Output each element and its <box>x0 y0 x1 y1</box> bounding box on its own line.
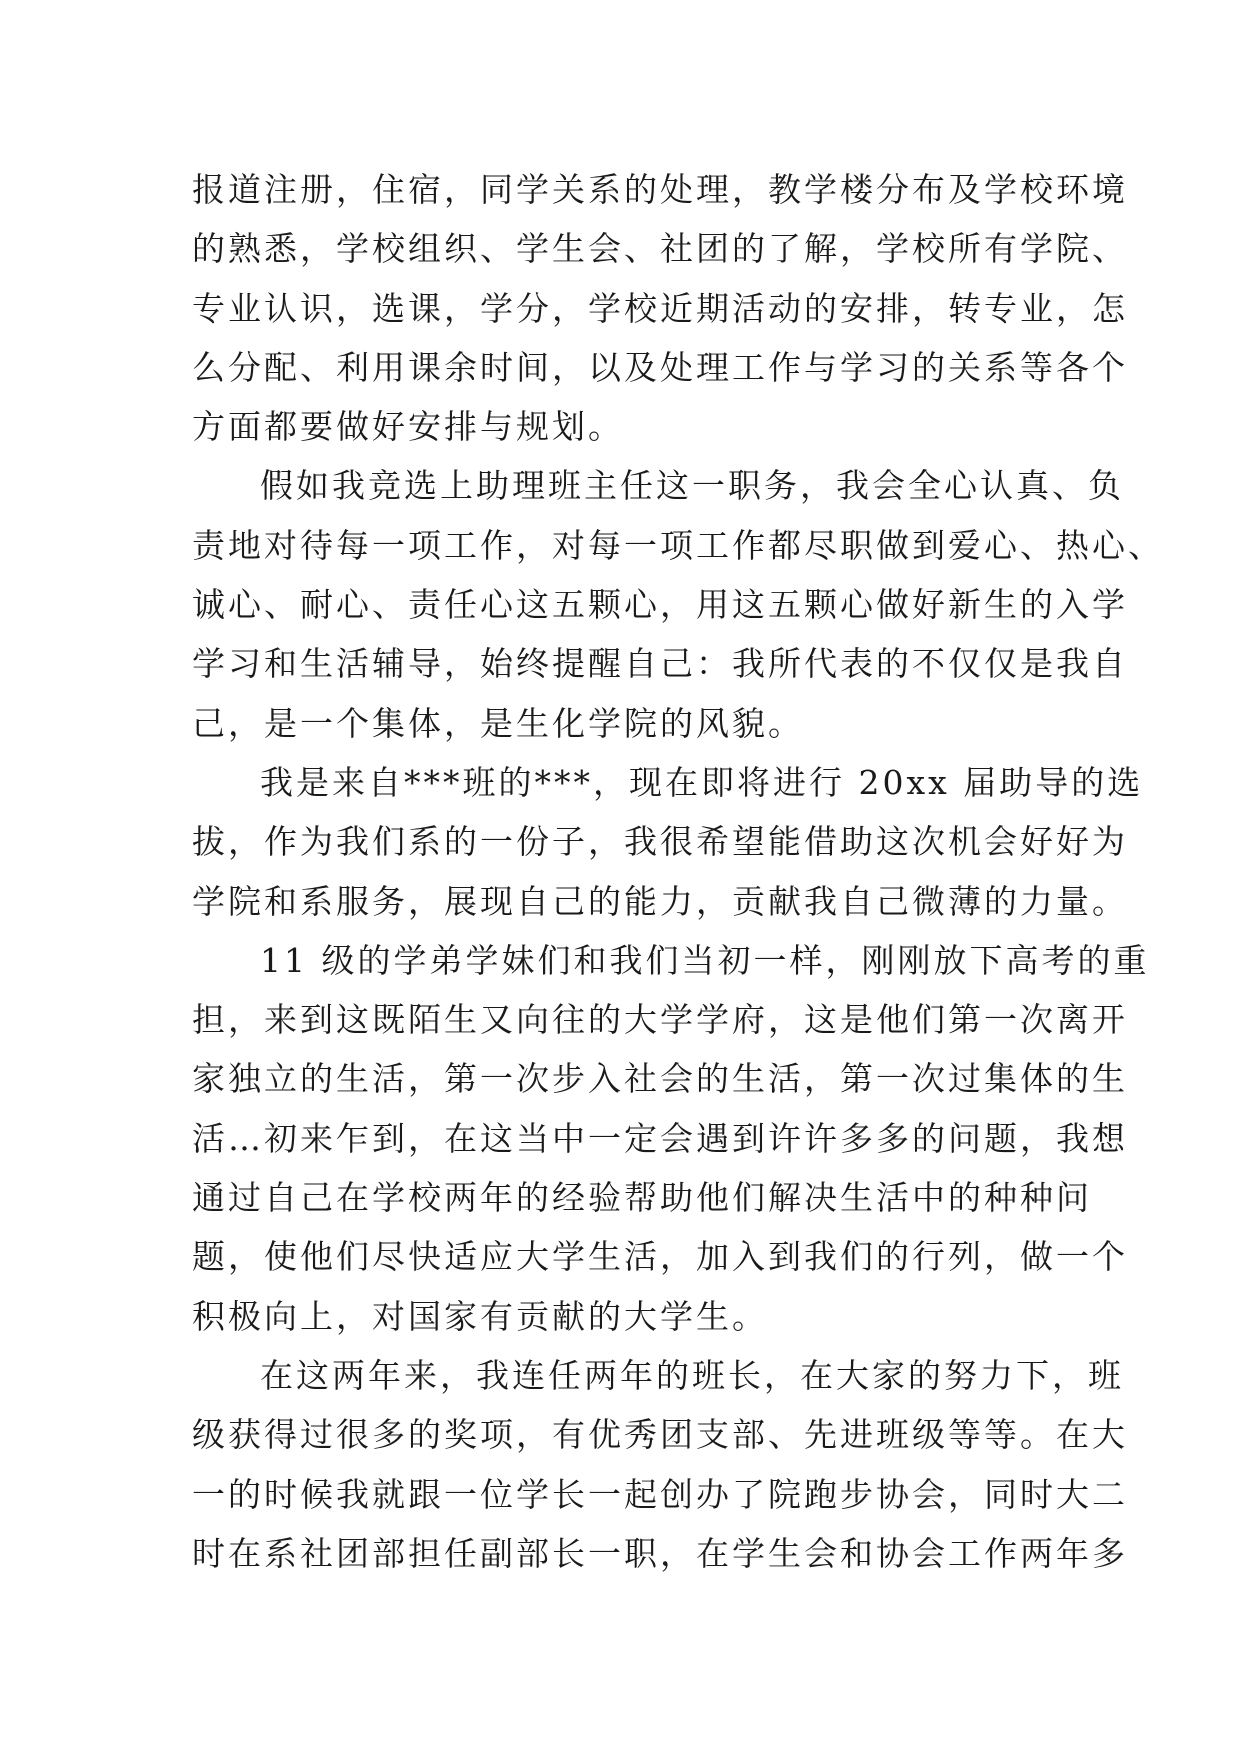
text-line: 担，来到这既陌生又向往的大学学府，这是他们第一次离开 <box>192 1000 1128 1040</box>
text-line: 积极向上，对国家有贡献的大学生。 <box>192 1296 768 1336</box>
text-line: 级获得过很多的奖项，有优秀团支部、先进班级等等。在大 <box>192 1415 1128 1455</box>
text-line: 方面都要做好安排与规划。 <box>192 407 624 447</box>
text-line: 通过自己在学校两年的经验帮助他们解决生活中的种种问 <box>192 1178 1092 1218</box>
text-line: 学习和生活辅导，始终提醒自己：我所代表的不仅仅是我自 <box>192 644 1128 684</box>
text-line: 己，是一个集体，是生化学院的风貌。 <box>192 703 804 743</box>
text-line: 报道注册，住宿，同学关系的处理，教学楼分布及学校环境 <box>192 170 1128 209</box>
text-line: 诚心、耐心、责任心这五颗心，用这五颗心做好新生的入学 <box>192 585 1128 625</box>
text-line: 一的时候我就跟一位学长一起创办了院跑步协会，同时大二 <box>192 1474 1128 1514</box>
text-line: 题，使他们尽快适应大学生活，加入到我们的行列，做一个 <box>192 1237 1128 1277</box>
text-line: 的熟悉，学校组织、学生会、社团的了解，学校所有学院、 <box>192 229 1128 269</box>
document-body <box>192 160 1164 1583</box>
text-line: 么分配、利用课余时间，以及处理工作与学习的关系等各个 <box>192 347 1128 387</box>
paragraph-first-line: 我是来自***班的***，现在即将进行 20xx 届助导的选 <box>260 762 1144 802</box>
text-line: 专业认识，选课，学分，学校近期活动的安排，转专业，怎 <box>192 288 1128 328</box>
text-line: 活…初来乍到，在这当中一定会遇到许许多多的问题，我想 <box>192 1118 1128 1158</box>
text-line: 拔，作为我们系的一份子，我很希望能借助这次机会好好为 <box>192 822 1128 862</box>
text-line: 责地对待每一项工作，对每一项工作都尽职做到爱心、热心、 <box>192 525 1164 565</box>
text-line: 学院和系服务，展现自己的能力，贡献我自己微薄的力量。 <box>192 881 1128 921</box>
paragraph-first-line: 假如我竞选上助理班主任这一职务，我会全心认真、负 <box>260 466 1124 506</box>
text-line: 时在系社团部担任副部长一职，在学生会和协会工作两年多 <box>192 1533 1128 1573</box>
paragraph-first-line: 11 级的学弟学妹们和我们当初一样，刚刚放下高考的重 <box>260 940 1150 980</box>
text-line: 家独立的生活，第一次步入社会的生活，第一次过集体的生 <box>192 1059 1128 1099</box>
paragraph-first-line: 在这两年来，我连任两年的班长，在大家的努力下，班 <box>260 1355 1124 1395</box>
